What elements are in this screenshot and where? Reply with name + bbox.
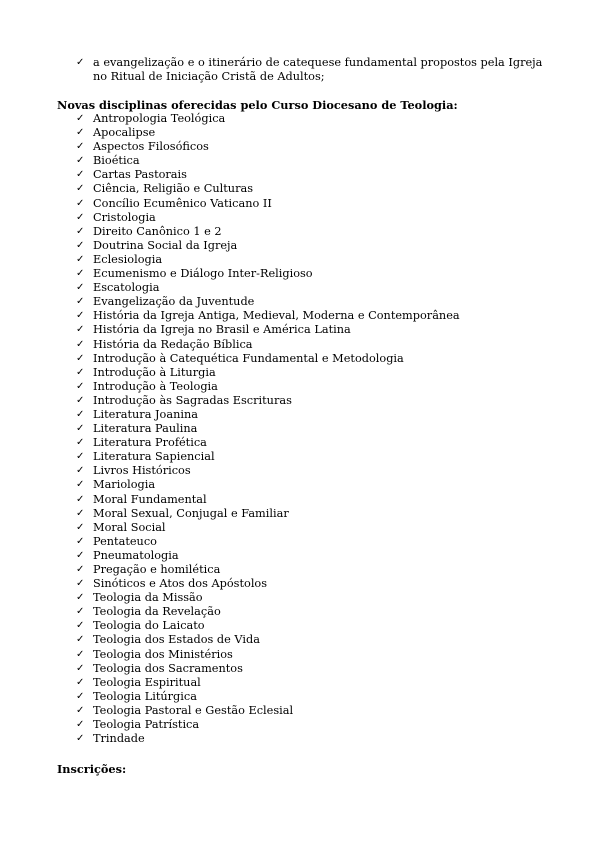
discipline-list-item bbox=[76, 718, 460, 732]
discipline-list-item bbox=[76, 619, 460, 633]
discipline-name: Direito Canônico 1 e 2 bbox=[93, 224, 222, 238]
discipline-list-item bbox=[76, 182, 460, 196]
discipline-list-item bbox=[76, 577, 460, 591]
discipline-name: Literatura Paulina bbox=[93, 422, 198, 436]
discipline-list-item bbox=[76, 493, 460, 507]
discipline-name: Concílio Ecumênico Vaticano II bbox=[93, 196, 272, 210]
check-mark-icon: ✓ bbox=[76, 648, 85, 660]
discipline-name: Moral Social bbox=[93, 520, 166, 534]
discipline-list-item bbox=[76, 521, 460, 535]
check-mark-icon: ✓ bbox=[76, 394, 85, 406]
check-mark-icon: ✓ bbox=[76, 183, 85, 195]
check-mark-icon: ✓ bbox=[76, 592, 85, 604]
discipline-name: Pentateuco bbox=[93, 534, 157, 548]
discipline-list-item bbox=[76, 380, 460, 394]
discipline-list-item bbox=[76, 732, 460, 746]
disciplines-heading: Novas disciplinas oferecidas pelo Curso Diocesano de Teologia: bbox=[57, 98, 458, 112]
discipline-name: Antropologia Teológica bbox=[93, 112, 226, 125]
discipline-name: Teologia dos Ministérios bbox=[93, 647, 233, 661]
check-mark-icon: ✓ bbox=[76, 437, 85, 449]
discipline-name: Cristologia bbox=[93, 210, 156, 224]
discipline-list-item bbox=[76, 436, 460, 450]
check-mark-icon: ✓ bbox=[76, 690, 85, 702]
discipline-list-item bbox=[76, 253, 460, 267]
discipline-name: Moral Sexual, Conjugal e Familiar bbox=[93, 506, 289, 520]
discipline-list-item bbox=[76, 676, 460, 690]
discipline-list-item bbox=[76, 197, 460, 211]
discipline-list-item bbox=[76, 281, 460, 295]
discipline-list-item bbox=[76, 352, 460, 366]
discipline-name: Sinóticos e Atos dos Apóstolos bbox=[93, 577, 268, 591]
discipline-name: Livros Históricos bbox=[93, 464, 191, 478]
discipline-name: Teologia da Missão bbox=[93, 591, 203, 605]
discipline-name: Ciência, Religião e Culturas bbox=[93, 182, 254, 196]
registration-heading: Inscrições: bbox=[57, 762, 127, 776]
check-mark-icon: ✓ bbox=[76, 662, 85, 674]
discipline-list-item bbox=[76, 535, 460, 549]
intro-list-item bbox=[76, 56, 556, 84]
discipline-name: História da Igreja Antiga, Medieval, Moderna e Contemporânea bbox=[93, 309, 460, 323]
check-mark-icon: ✓ bbox=[76, 141, 85, 153]
discipline-name: Teologia Espiritual bbox=[93, 675, 201, 689]
discipline-name: Apocalipse bbox=[93, 126, 156, 140]
check-mark-icon: ✓ bbox=[76, 564, 85, 575]
check-mark-icon: ✓ bbox=[76, 634, 85, 646]
discipline-list-item bbox=[76, 126, 460, 140]
discipline-name: Mariologia bbox=[93, 478, 156, 492]
check-mark-icon: ✓ bbox=[76, 338, 85, 350]
check-mark-icon: ✓ bbox=[76, 493, 85, 505]
check-mark-icon: ✓ bbox=[76, 521, 85, 533]
discipline-name: Teologia Litúrgica bbox=[93, 689, 197, 703]
check-mark-icon: ✓ bbox=[76, 408, 85, 420]
check-mark-icon: ✓ bbox=[76, 296, 85, 308]
check-mark-icon: ✓ bbox=[76, 507, 85, 519]
discipline-list-item bbox=[76, 591, 460, 605]
discipline-name: Pneumatologia bbox=[93, 548, 179, 562]
check-mark-icon: ✓ bbox=[76, 225, 85, 237]
discipline-name: Ecumenismo e Diálogo Inter-Religioso bbox=[93, 267, 313, 281]
discipline-name: Introdução à Liturgia bbox=[93, 365, 216, 379]
discipline-list-item bbox=[76, 323, 460, 337]
check-mark-icon: ✓ bbox=[76, 704, 85, 716]
check-mark-icon: ✓ bbox=[76, 451, 85, 463]
discipline-list-item bbox=[76, 464, 460, 478]
discipline-list-item bbox=[76, 211, 460, 225]
check-mark-icon: ✓ bbox=[76, 620, 85, 632]
discipline-list-item bbox=[76, 507, 460, 521]
discipline-list-item bbox=[76, 140, 460, 154]
check-mark-icon: ✓ bbox=[76, 423, 85, 435]
check-mark-icon: ✓ bbox=[76, 268, 85, 280]
discipline-list-item bbox=[76, 267, 460, 281]
discipline-name: Teologia dos Estados de Vida bbox=[93, 633, 260, 647]
discipline-name: Literatura Profética bbox=[93, 436, 207, 450]
discipline-list-item bbox=[76, 154, 460, 168]
discipline-name: Moral Fundamental bbox=[93, 492, 207, 506]
check-mark-icon: ✓ bbox=[76, 733, 85, 745]
discipline-list-item bbox=[76, 309, 460, 323]
check-mark-icon: ✓ bbox=[76, 282, 85, 294]
discipline-name: Introdução à Teologia bbox=[93, 379, 218, 393]
check-mark-icon: ✓ bbox=[76, 479, 85, 491]
discipline-list-item bbox=[76, 225, 460, 239]
discipline-list-item bbox=[76, 648, 460, 662]
check-mark-icon: ✓ bbox=[76, 676, 85, 688]
discipline-name: Literatura Joanina bbox=[93, 407, 198, 421]
discipline-name: Literatura Sapiencial bbox=[93, 450, 215, 464]
disciplines-list bbox=[76, 112, 460, 746]
discipline-list-item bbox=[76, 478, 460, 492]
check-mark-icon: ✓ bbox=[76, 366, 85, 378]
discipline-list-item bbox=[76, 408, 460, 422]
discipline-name: Eclesiologia bbox=[93, 252, 163, 266]
discipline-name: Bioética bbox=[93, 154, 140, 168]
discipline-list-item bbox=[76, 338, 460, 352]
discipline-name: Evangelização da Juventude bbox=[93, 295, 255, 309]
check-mark-icon: ✓ bbox=[76, 169, 85, 181]
check-mark-icon: ✓ bbox=[76, 578, 85, 590]
discipline-list-item bbox=[76, 563, 460, 577]
discipline-name: Doutrina Social da Igreja bbox=[93, 238, 238, 252]
check-mark-icon: ✓ bbox=[76, 324, 85, 336]
discipline-list-item bbox=[76, 450, 460, 464]
discipline-list-item bbox=[76, 168, 460, 182]
check-mark-icon: ✓ bbox=[76, 239, 85, 251]
check-mark-icon: ✓ bbox=[76, 719, 85, 731]
discipline-list-item bbox=[76, 662, 460, 676]
check-mark-icon: ✓ bbox=[76, 113, 85, 124]
check-mark-icon: ✓ bbox=[76, 465, 85, 477]
discipline-list-item bbox=[76, 549, 460, 563]
discipline-list-item bbox=[76, 239, 460, 253]
check-mark-icon: ✓ bbox=[76, 57, 85, 68]
discipline-list-item bbox=[76, 690, 460, 704]
discipline-name: Introdução à Catequética Fundamental e Metodologia bbox=[93, 351, 404, 365]
discipline-name: Teologia da Revelação bbox=[93, 605, 221, 619]
discipline-list-item bbox=[76, 422, 460, 436]
discipline-name: Teologia dos Sacramentos bbox=[93, 661, 243, 675]
check-mark-icon: ✓ bbox=[76, 211, 85, 223]
intro-item-text: a evangelização e o itinerário de catequese fundamental propostos pela Igreja no Ritual de Iniciação Cristã de Adultos; bbox=[93, 56, 543, 83]
discipline-name: Pregação e homilética bbox=[93, 563, 221, 576]
discipline-name: Escatologia bbox=[93, 281, 160, 295]
check-mark-icon: ✓ bbox=[76, 155, 85, 167]
check-mark-icon: ✓ bbox=[76, 197, 85, 209]
check-mark-icon: ✓ bbox=[76, 253, 85, 265]
discipline-list-item bbox=[76, 295, 460, 309]
check-mark-icon: ✓ bbox=[76, 127, 85, 139]
check-mark-icon: ✓ bbox=[76, 380, 85, 392]
discipline-list-item bbox=[76, 366, 460, 380]
check-mark-icon: ✓ bbox=[76, 606, 85, 618]
discipline-name: Aspectos Filosóficos bbox=[93, 140, 209, 154]
discipline-list-item bbox=[76, 605, 460, 619]
discipline-name: Trindade bbox=[93, 732, 145, 746]
check-mark-icon: ✓ bbox=[76, 549, 85, 561]
check-mark-icon: ✓ bbox=[76, 310, 85, 322]
discipline-name: Cartas Pastorais bbox=[93, 168, 187, 182]
check-mark-icon: ✓ bbox=[76, 352, 85, 364]
discipline-list-item bbox=[76, 633, 460, 647]
discipline-list-item bbox=[76, 394, 460, 408]
discipline-name: Teologia do Laicato bbox=[93, 619, 205, 633]
discipline-name: História da Redação Bíblica bbox=[93, 337, 253, 351]
discipline-name: Introdução às Sagradas Escrituras bbox=[93, 393, 292, 407]
discipline-name: Teologia Patrística bbox=[93, 718, 200, 732]
discipline-name: Teologia Pastoral e Gestão Eclesial bbox=[93, 703, 294, 717]
discipline-list-item bbox=[76, 112, 460, 126]
check-mark-icon: ✓ bbox=[76, 535, 85, 547]
discipline-list-item bbox=[76, 704, 460, 718]
discipline-name: História da Igreja no Brasil e América Latina bbox=[93, 323, 351, 337]
